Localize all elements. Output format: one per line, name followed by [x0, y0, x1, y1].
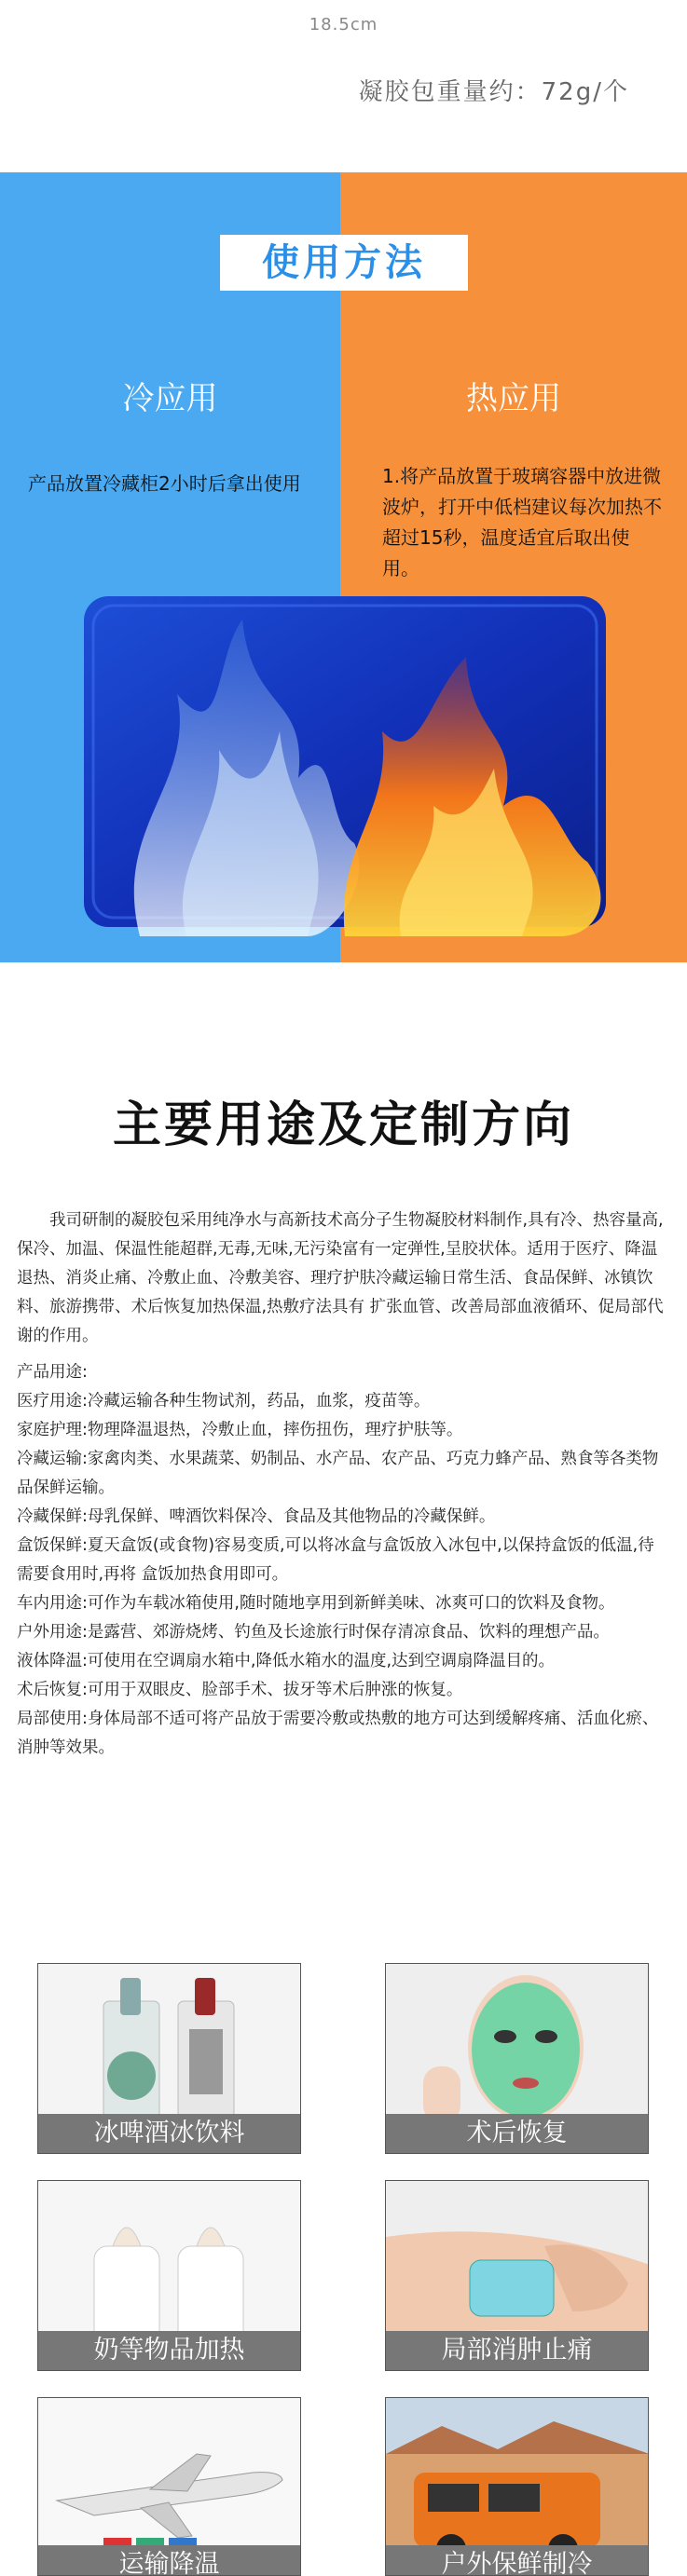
cold-instructions: 产品放置冷藏柜2小时后拿出使用 — [28, 472, 301, 495]
use-item: 局部使用:身体局部不适可将产品放于需要冷敷或热敷的地方可达到缓解疼痛、活血化瘀、消肿等效果。 — [17, 1710, 659, 1757]
cold-heading: 冷应用 — [122, 380, 218, 417]
use-item: 户外用途:是露营、郊游烧烤、钓鱼及长途旅行时保存清凉食品、饮料的理想产品。 — [17, 1623, 610, 1642]
hot-instructions: 1.将产品放置于玻璃容器中放进微波炉，打开中低档建议每次加热不超过15秒，温度适宜后取出使用。 — [382, 465, 662, 579]
use-item: 冷藏保鲜:母乳保鲜、啤酒饮料保冷、食品及其他物品的冷藏保鲜。 — [17, 1507, 496, 1526]
usage-title: 使用方法 — [220, 235, 468, 291]
card-beer-drinks — [37, 1963, 301, 2154]
section-title: 主要用途及定制方向 — [112, 1097, 574, 1153]
use-item: 液体降温:可使用在空调扇水箱中,降低水箱水的温度,达到空调扇降温目的。 — [17, 1652, 556, 1670]
hot-heading: 热应用 — [466, 380, 561, 417]
card-caption: 奶等物品加热 — [38, 2331, 300, 2370]
description — [17, 1206, 669, 1763]
card-caption: 运输降温 — [38, 2545, 300, 2576]
card-milk-heating — [37, 2180, 301, 2371]
card-caption: 冰啤酒冰饮料 — [38, 2114, 300, 2153]
use-item: 医疗用途:冷藏运输各种生物试剂，药品，血浆，疫苗等。 — [17, 1392, 431, 1411]
intro-paragraph: 我司研制的凝胶包采用纯净水与高新技术高分子生物凝胶材料制作,具有冷、热容量高,保冷、加温、保温性能超群,无毒,无味,无污染富有一定弹性,呈胶状体。适用于医疗、降温退热、消炎止痛、冷敷止血、冷敷美容、理疗护肤冷藏运输日常生活、食品保鲜、冰镇饮料、旅游携带、术后恢复加热保温,热敷疗法具有 扩张血管、改善局部血液循环、促局部代谢的作用。 — [17, 1211, 664, 1345]
card-local-swelling — [385, 2180, 649, 2371]
dimension-label: 18.5cm — [309, 15, 378, 34]
card-caption: 术后恢复 — [386, 2114, 648, 2153]
use-item: 冷藏运输:家禽肉类、水果蔬菜、奶制品、水产品、农产品、巧克力蜂产品、熟食等各类物品保鲜运输。 — [17, 1450, 659, 1497]
use-item: 术后恢复:可用于双眼皮、脸部手术、拔牙等术后肿涨的恢复。 — [17, 1681, 463, 1699]
card-postop-recovery — [385, 1963, 649, 2154]
usage-banner — [0, 172, 687, 962]
card-caption: 局部消肿止痛 — [386, 2331, 648, 2370]
card-transport-cooling — [37, 2397, 301, 2576]
uses-heading: 产品用途: — [17, 1363, 88, 1382]
weight-label: 凝胶包重量约：72g/个 — [358, 78, 629, 106]
use-item: 盒饭保鲜:夏天盒饭(或食物)容易变质,可以将冰盒与盒饭放入冰包中,以保持盒饭的低温,待需要食用时,再将 盒饭加热食用即可。 — [17, 1536, 654, 1584]
card-outdoor-cooling — [385, 2397, 649, 2576]
use-item: 车内用途:可作为车载冰箱使用,随时随地享用到新鲜美味、冰爽可口的饮料及食物。 — [17, 1594, 615, 1613]
card-caption: 户外保鲜制冷 — [386, 2545, 648, 2576]
use-item: 家庭护理:物理降温退热，冷敷止血，摔伤扭伤，理疗护肤等。 — [17, 1421, 463, 1439]
